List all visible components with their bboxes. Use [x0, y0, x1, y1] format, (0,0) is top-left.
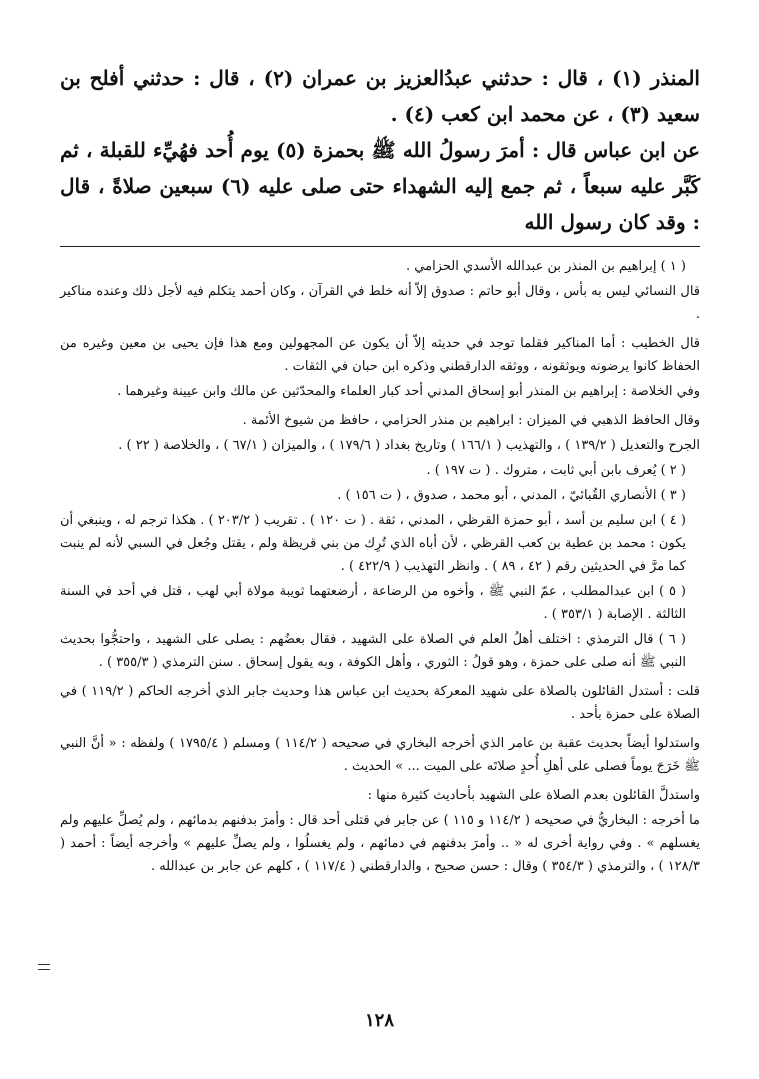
footnote-1-para: قال الخطيب : أما المناكير فقلما توجد في حديثه إلاّ أن يكون عن المجهولين ومع هذا فإن يحيى بن معين وغيره من الحفاظ كانوا يرضونه ويوثقونه ، ووثقه الدارقطني وذكره ابن حبان في الثقات . [60, 336, 700, 374]
footnote-5: ( ٥ ) ابن عبدالمطلب ، عمّ النبي ﷺ ، وأخوه من الرضاعة ، أرضعتهما ثويبة مولاة أبي لهب ، قتل في أحد في السنة الثالثة . الإصابة ( ٣٥٣/١ ) . [60, 584, 686, 622]
footnote-1-sources: الجرح والتعديل ( ١٣٩/٢ ) ، والتهذيب ( ١٦٦/١ ) وتاريخ بغداد ( ١٧٩/٦ ) ، والميزان ( ٦٧/١ ) ، والخلاصة ( ٢٢ ) . [118, 438, 700, 453]
footnote-6-para: ما أخرجه : البخاريُّ في صحيحه ( ١١٤/٢ و ١١٥ ) عن جابر في قتلى أحد قال : وأمرَ بدفنهم بدمائهم ، ولم يُصلِّ عليهم ولم يغسلهم » . وفي رواية أخرى له « .. وأمرَ بدفنهم في دمائهم ، ولم يغسلُوا ، ولم يصلِّ عليهم » وأخرجه أيضاً : أحمد ( ١٢٨/٣ ) ، والترمذي ( ٣٥٤/٣ ) وقال : حسن صحيح ، والدارقطني ( ١١٧/٤ ) ، كلهم عن جابر بن عبدالله . [60, 813, 700, 874]
footnotes [60, 255, 700, 878]
footnote-6-para: واستدلَّ القائلون بعدم الصلاة على الشهيد بأحاديث كثيرة منها : [367, 788, 700, 803]
footnote-4: ( ٤ ) ابن سليم بن أسد ، أبو حمزة القرظي ، المدني ، ثقة . ( ت ١٢٠ ) . تقريب ( ٢٠٣/٢ ) . هكذا ترجم له ، وينبغي أن يكون : محمد بن عطية بن كعب القرظي ، لأن أباه الذي تُرِك من بني قريظة ولم ، يقتل وجُعل في السبي لأنه لم ينبت كما مرَّ في الحديثين رقم ( ٤٢ ، ٨٩ ) . وانظر التهذيب ( ٤٢٢/٩ ) . [60, 513, 686, 574]
footnote-1-para: وقال الحافظ الذهبي في الميزان : ابراهيم بن منذر الحزامي ، حافظ من شيوخ الأئمة . [242, 413, 700, 428]
footnote-divider [60, 246, 700, 247]
footnote-6-para: قلت : أستدل القائلون بالصلاة على شهيد المعركة بحديث ابن عباس هذا وحديث جابر الذي أخرجه الحاكم ( ١١٩/٢ ) في الصلاة على حمزة بأحد . [60, 684, 701, 722]
document-page [60, 60, 700, 880]
footnote-6: ( ٦ ) قال الترمذي : اختلف أهلُ العلم في الصلاة على الشهيد ، فقال بعضُهم : يصلى على الشهيد ، واحتجُّوا بحديث النبي ﷺ أنه صلى على حمزة ، وهو قولُ : الثوري ، وأهل الكوفة ، وبه يقول إسحاق . سنن الترمذي ( ٣٥٥/٣ ) . [60, 632, 686, 670]
page-number: ١٢٨ [364, 1010, 394, 1031]
main-text [60, 60, 700, 240]
margin-mark [38, 964, 50, 970]
footnote-1-para: وفي الخلاصة : إبراهيم بن المنذر أبو إسحاق المدني أحد كبار العلماء والمحدّثين عن مالك وابن عيينة وغيرهما . [117, 384, 700, 399]
main-paragraph-1: المنذر (١) ، قال : حدثني عبدُالعزيز بن عمران (٢) ، قال : حدثني أفلح بن سعيد (٣) ، عن محمد ابن كعب (٤) . [60, 66, 700, 126]
main-paragraph-2: عن ابن عباس قال : أمرَ رسولُ الله ﷺ بحمزة (٥) يوم أُحد فهُيِّء للقبلة ، ثم كَبَّر عليه سبعاً ، ثم جمع إليه الشهداء حتى صلى عليه (٦) سبعين صلاةً ، قال : وقد كان رسول الله [60, 138, 700, 234]
footnote-3: ( ٣ ) الأنصاري القُبائيّ ، المدني ، أبو محمد ، صدوق ، ( ت ١٥٦ ) . [337, 488, 686, 503]
footnote-1-para: قال النسائي ليس به بأس ، وقال أبو حاتم : صدوق إلاّ أنه خلط في القرآن ، وكان أحمد يتكلم فيه لأجل ذلك وعنده مناكير . [60, 284, 700, 322]
footnote-6-para: واستدلوا أيضاً بحديث عقبة بن عامر الذي أخرجه البخاري في صحيحه ( ١١٤/٢ ) ومسلم ( ١٧٩٥/٤ ) ولفظه : « أنَّ النبي ﷺ خَرَجَ يوماً فصلى على أهلِ أُحدٍ صلاتَه على الميت ... » الحديث . [60, 736, 701, 774]
footnote-1: ( ١ ) إبراهيم بن المنذر بن عبدالله الأسدي الحزامي . [406, 259, 686, 274]
footnote-2: ( ٢ ) يُعرف بابن أبي ثابت ، متروك . ( ت ١٩٧ ) . [426, 463, 686, 478]
